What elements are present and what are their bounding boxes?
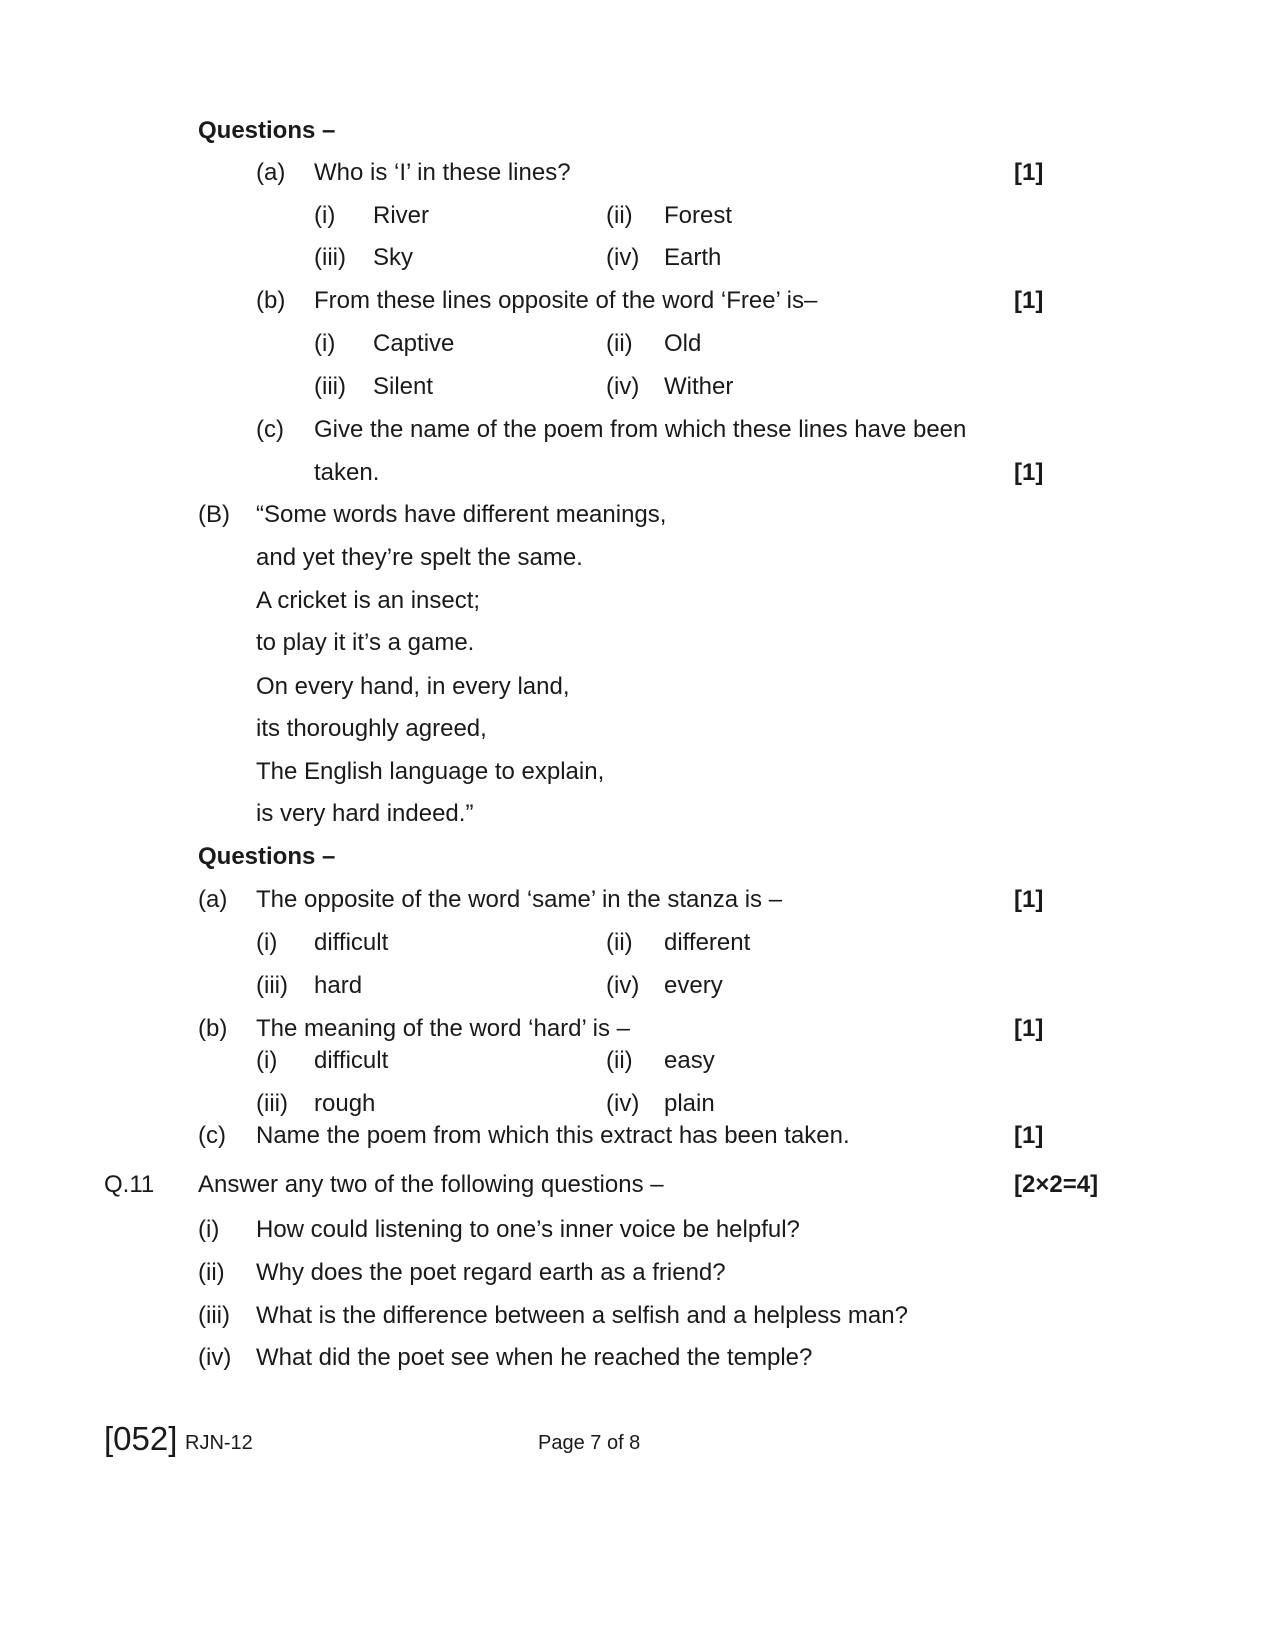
question-a-text: Who is ‘I’ in these lines?: [314, 159, 571, 186]
poem-line: to play it it’s a game.: [256, 629, 475, 656]
question-c-label: (c): [256, 416, 284, 443]
option-label: (i): [256, 929, 278, 956]
q11-item-label: (i): [198, 1216, 220, 1243]
poem-line: “Some words have different meanings,: [256, 501, 667, 528]
option-label: (ii): [606, 929, 633, 956]
poem-line: On every hand, in every land,: [256, 673, 570, 700]
question-a-marks: [1]: [1014, 886, 1044, 913]
option-label: (iv): [606, 373, 640, 400]
option-text: Old: [664, 330, 702, 357]
question-b-marks: [1]: [1014, 287, 1044, 314]
question-c-marks: [1]: [1014, 1122, 1044, 1149]
option-text: rough: [314, 1090, 376, 1117]
option-text: plain: [664, 1090, 715, 1117]
poem-line: and yet they’re spelt the same.: [256, 544, 583, 571]
option-label: (ii): [606, 330, 633, 357]
question-b-label: (b): [198, 1015, 228, 1042]
question-b-text: From these lines opposite of the word ‘Free’ is–: [314, 287, 818, 314]
option-label: (iii): [314, 373, 346, 400]
question-c-text: Name the poem from which this extract has been taken.: [256, 1122, 850, 1149]
poem-line: A cricket is an insect;: [256, 587, 481, 614]
footer-page-number: Page 7 of 8: [538, 1432, 641, 1454]
footer-series: RJN-12: [185, 1432, 253, 1454]
q11-item-label: (iii): [198, 1302, 230, 1329]
option-label: (i): [314, 202, 336, 229]
questions-heading-b: Questions –: [198, 843, 336, 870]
option-label: (iv): [606, 244, 640, 271]
option-label: (i): [256, 1047, 278, 1074]
option-label: (iii): [256, 1090, 288, 1117]
q11-item-text: What did the poet see when he reached the temple?: [256, 1344, 813, 1371]
option-text: different: [664, 929, 751, 956]
question-b-text: The meaning of the word ‘hard’ is –: [256, 1015, 630, 1042]
question-b-label: (b): [256, 287, 286, 314]
option-text: River: [373, 202, 430, 229]
question-c-label: (c): [198, 1122, 226, 1149]
question-a-text: The opposite of the word ‘same’ in the stanza is –: [256, 886, 783, 913]
option-text: difficult: [314, 929, 389, 956]
q11-item-label: (iv): [198, 1344, 232, 1371]
option-text: Captive: [373, 330, 455, 357]
option-text: Silent: [373, 373, 434, 400]
option-text: Wither: [664, 373, 734, 400]
option-text: easy: [664, 1047, 715, 1074]
option-label: (iv): [606, 972, 640, 999]
option-text: hard: [314, 972, 363, 999]
question-a-marks: [1]: [1014, 159, 1044, 186]
option-label: (i): [314, 330, 336, 357]
poem-line: its thoroughly agreed,: [256, 715, 487, 742]
q11-item-text: What is the difference between a selfish and a helpless man?: [256, 1302, 908, 1329]
footer-paper-code: [052]: [104, 1420, 178, 1457]
q11-item-text: Why does the poet regard earth as a friend?: [256, 1259, 726, 1286]
option-text: every: [664, 972, 723, 999]
q11-item-text: How could listening to one’s inner voice be helpful?: [256, 1216, 800, 1243]
option-text: Earth: [664, 244, 722, 271]
option-label: (ii): [606, 1047, 633, 1074]
q11-number: Q.11: [104, 1171, 155, 1198]
q11-text: Answer any two of the following questions –: [198, 1171, 664, 1198]
option-text: Sky: [373, 244, 414, 271]
question-a-label: (a): [256, 159, 286, 186]
option-text: difficult: [314, 1047, 389, 1074]
section-b-label: (B): [198, 501, 230, 528]
question-c-marks: [1]: [1014, 459, 1044, 486]
q11-item-label: (ii): [198, 1259, 225, 1286]
question-c-text-line1: Give the name of the poem from which these lines have been: [314, 416, 967, 443]
option-label: (iii): [314, 244, 346, 271]
poem-line: is very hard indeed.”: [256, 800, 474, 827]
option-label: (iii): [256, 972, 288, 999]
option-label: (ii): [606, 202, 633, 229]
option-text: Forest: [664, 202, 733, 229]
questions-heading-a: Questions –: [198, 117, 336, 144]
question-a-label: (a): [198, 886, 228, 913]
option-label: (iv): [606, 1090, 640, 1117]
question-c-text-line2: taken.: [314, 459, 380, 486]
poem-line: The English language to explain,: [256, 758, 605, 785]
q11-marks: [2×2=4]: [1014, 1171, 1099, 1198]
question-b-marks: [1]: [1014, 1015, 1044, 1042]
